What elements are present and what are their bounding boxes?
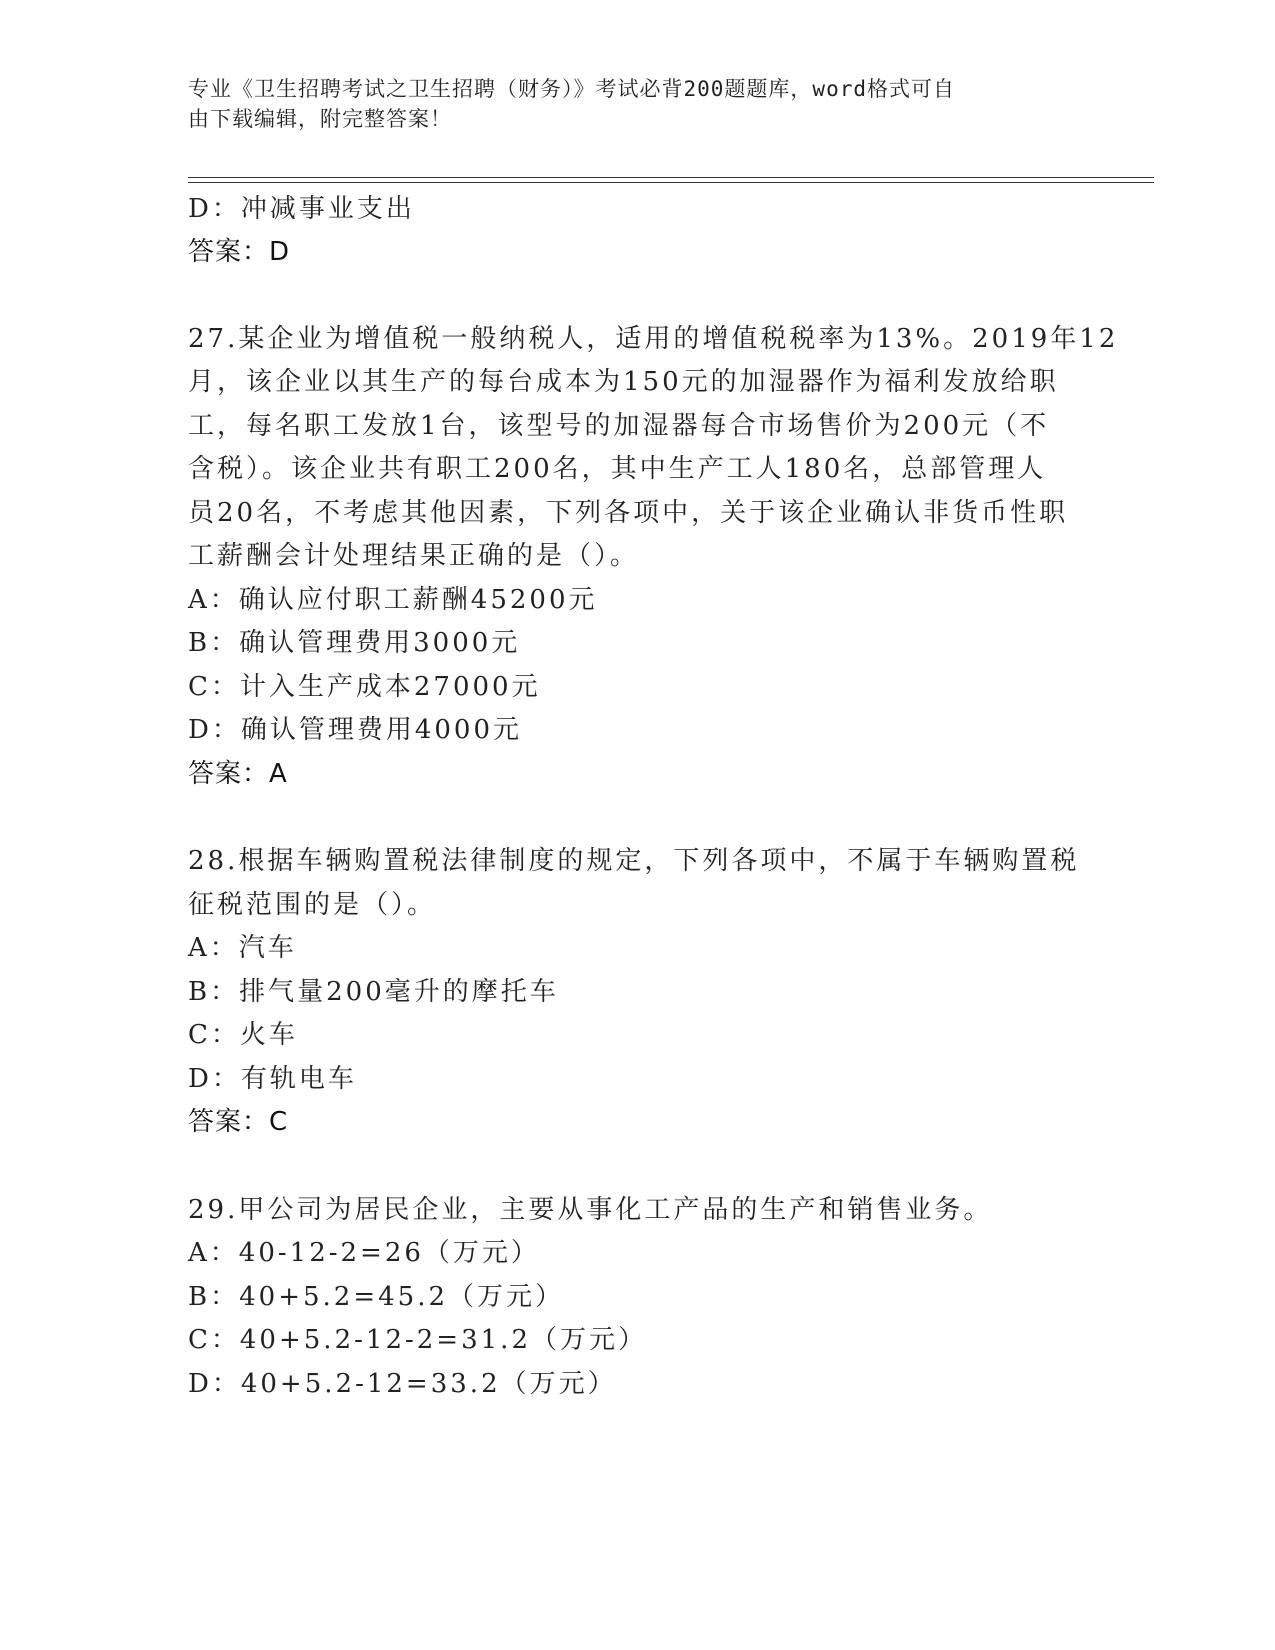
q28-answer: 答案：C	[188, 1107, 289, 1137]
q29-option-b: B：40+5.2=45.2（万元）	[188, 1282, 565, 1312]
q28-stem-line-1: 28.根据车辆购置税法律制度的规定，下列各项中，不属于车辆购置税	[188, 846, 1080, 876]
header-rule-bottom	[188, 182, 1154, 183]
prev-option-d: D：冲减事业支出	[188, 194, 415, 224]
q28-stem-line-2: 征税范围的是（）。	[188, 890, 437, 920]
q28-option-b: B：排气量200毫升的摩托车	[188, 977, 559, 1007]
q27-option-d: D：确认管理费用4000元	[188, 715, 523, 745]
page-header	[188, 74, 1088, 134]
q27-option-a: A：确认应付职工薪酬45200元	[188, 585, 598, 615]
q27-answer: 答案：A	[188, 759, 288, 789]
q29-option-d: D：40+5.2-12=33.2（万元）	[188, 1369, 617, 1399]
q27-stem-line-6: 工薪酬会计处理结果正确的是（）。	[188, 541, 640, 571]
q27-option-b: B：确认管理费用3000元	[188, 628, 521, 658]
q28-option-d: D：有轨电车	[188, 1064, 357, 1094]
q27-option-c: C：计入生产成本27000元	[188, 672, 541, 702]
q27-stem-line-4: 含税）。该企业共有职工200名，其中生产工人180名，总部管理人	[188, 454, 1047, 484]
q29-option-a: A：40-12-2=26（万元）	[188, 1238, 540, 1268]
q28-option-a: A：汽车	[188, 933, 297, 963]
q27-stem-line-3: 工，每名职工发放1台，该型号的加湿器每合市场售价为200元（不	[188, 411, 1050, 441]
q28-option-c: C：火车	[188, 1020, 298, 1050]
q27-stem-line-1: 27.某企业为增值税一般纳税人，适用的增值税税率为13%。2019年12	[188, 324, 1119, 354]
prev-answer: 答案：D	[188, 237, 291, 267]
q29-option-c: C：40+5.2-12-2=31.2（万元）	[188, 1325, 647, 1355]
q29-stem-line-1: 29.甲公司为居民企业，主要从事化工产品的生产和销售业务。	[188, 1195, 993, 1225]
header-line-2: 由下载编辑，附完整答案！	[188, 107, 452, 131]
q27-stem-line-5: 员20名，不考虑其他因素，下列各项中，关于该企业确认非货币性职	[188, 498, 1069, 528]
header-rule-top	[188, 177, 1154, 178]
header-line-1: 专业《卫生招聘考试之卫生招聘（财务）》考试必背200题题库，word格式可自	[188, 77, 955, 101]
q27-stem-line-2: 月，该企业以其生产的每台成本为150元的加湿器作为福利发放给职	[188, 367, 1059, 397]
